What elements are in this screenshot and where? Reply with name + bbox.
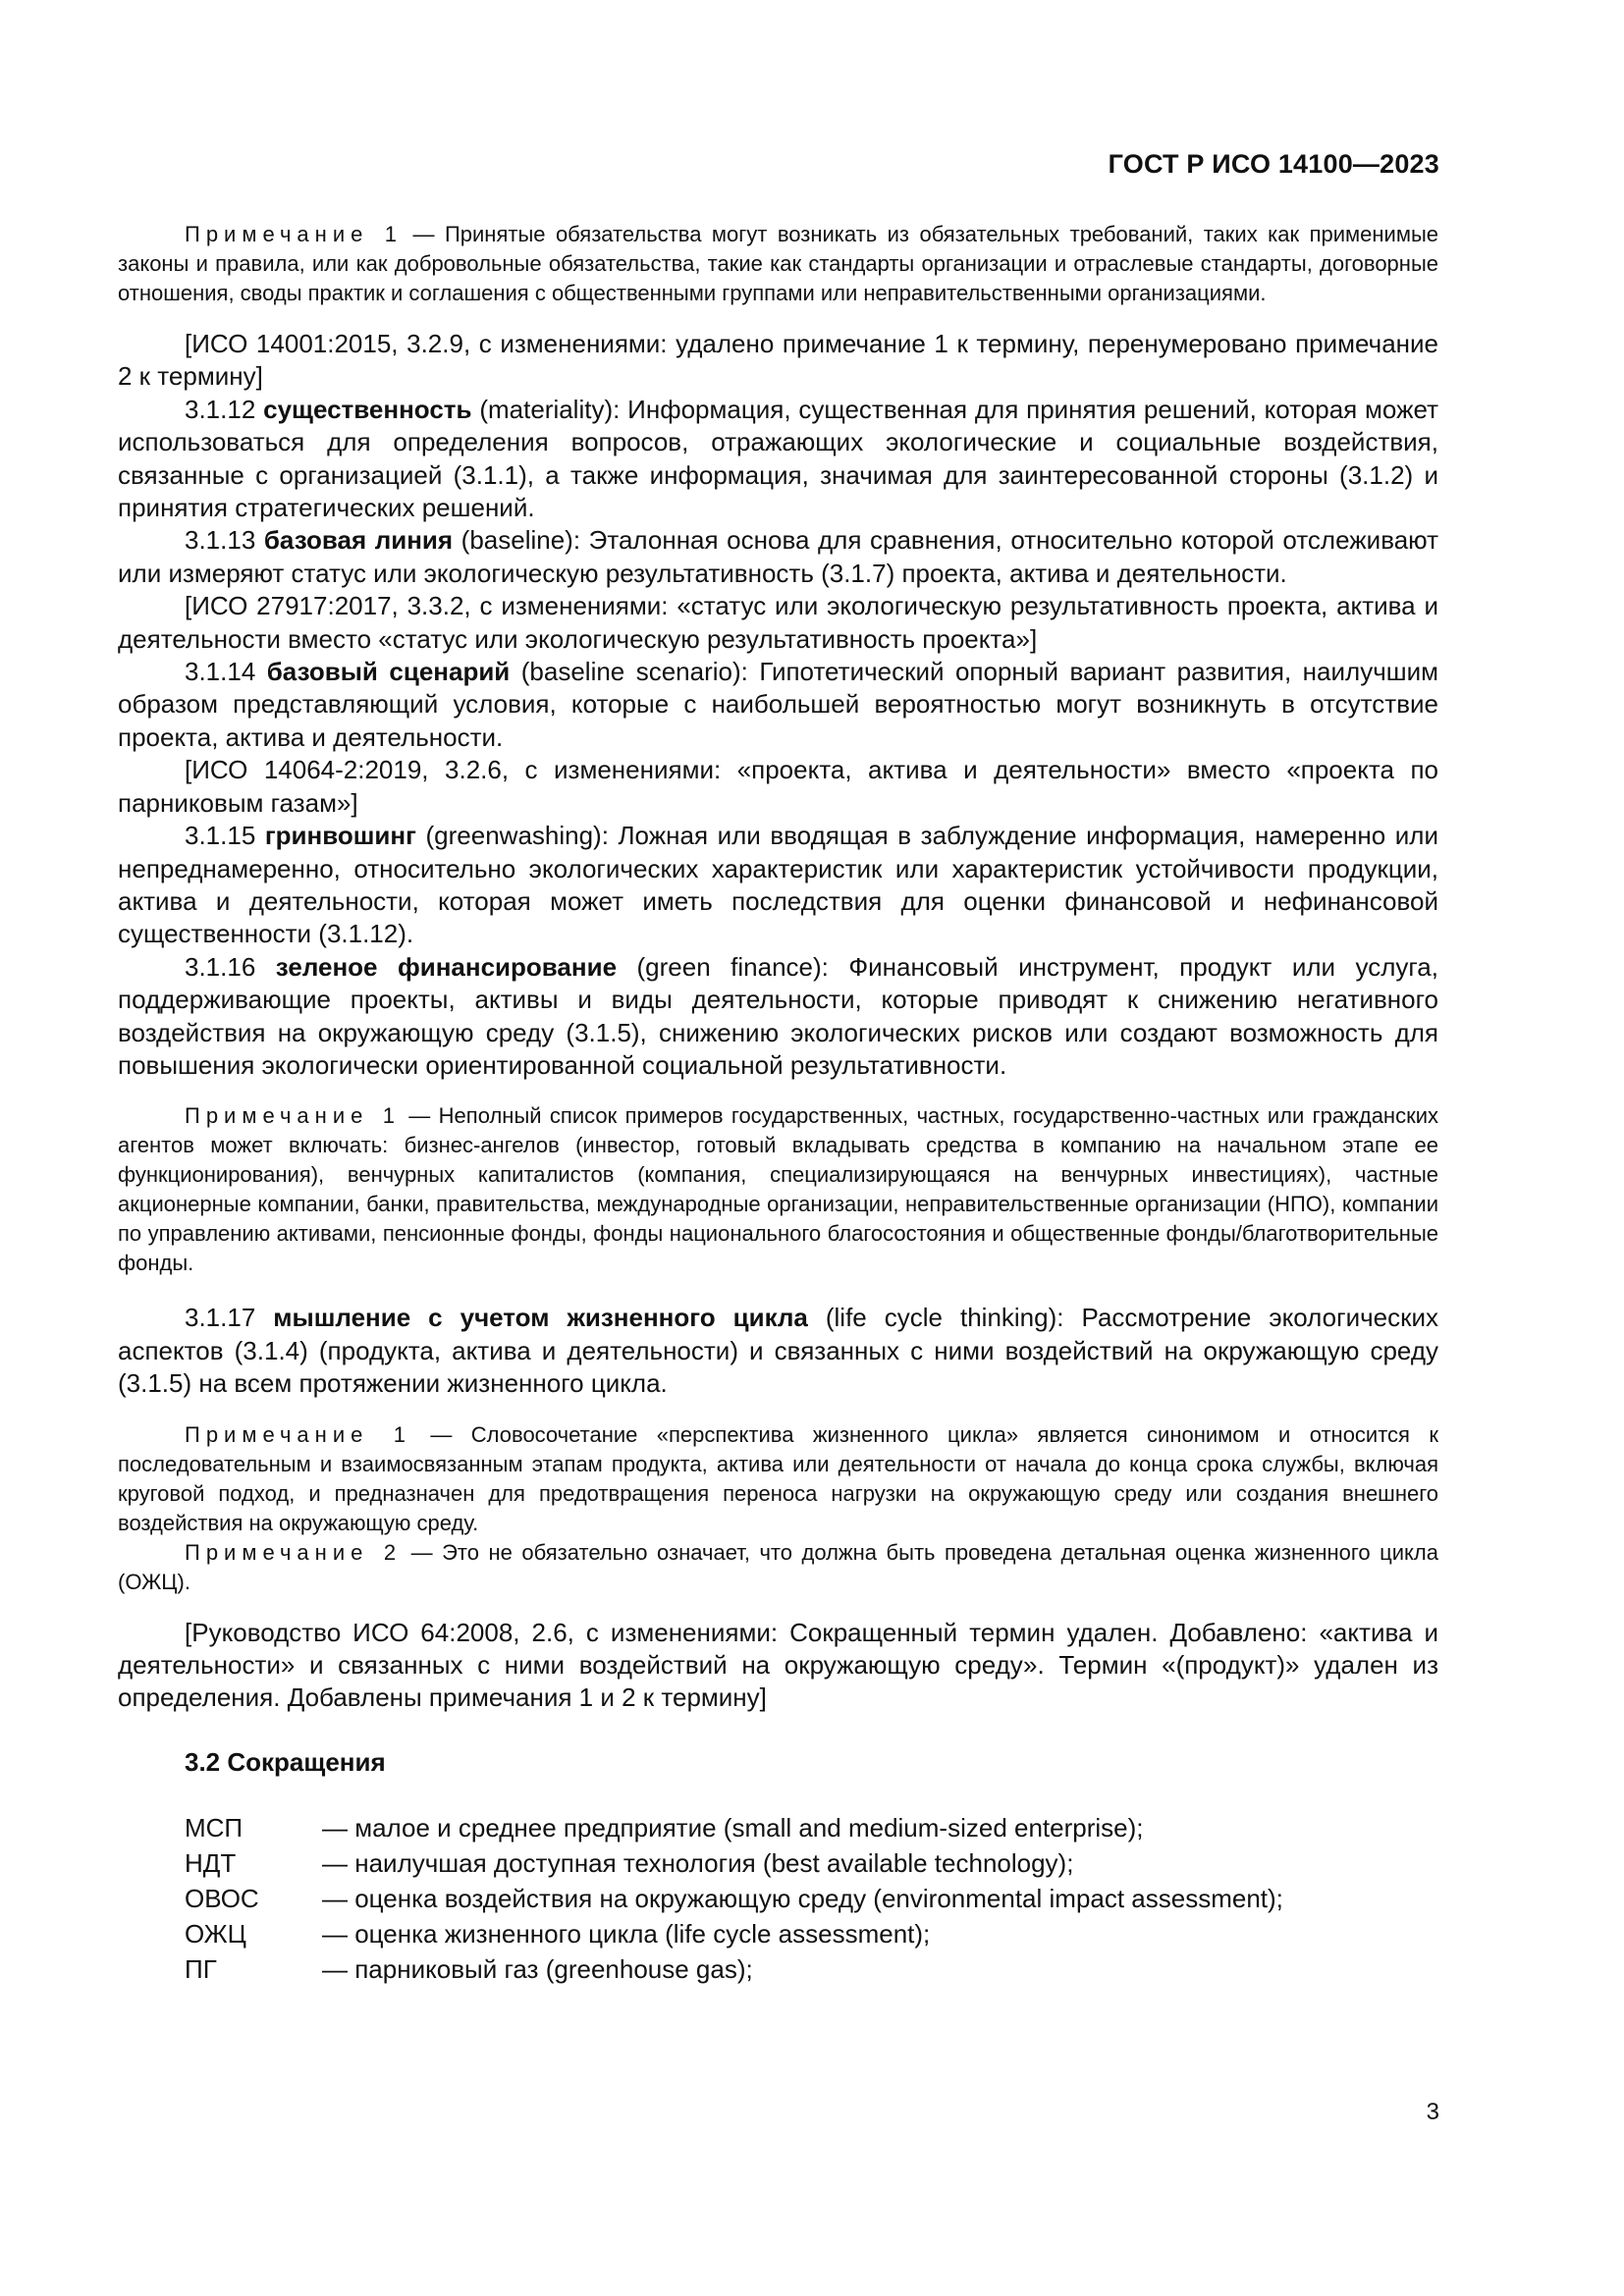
term-3-1-17: 3.1.17 мышление с учетом жизненного цикла (life cycle thinking): Рассмотрение экологических аспектов (3.1.4) (продукта, актива и деятельности) и связанных с ними воздействий на окружающую среду (3.1.5) на всем протяжении жизненного цикла.	[118, 1303, 1438, 1399]
term-title: гринвошинг	[264, 821, 416, 851]
abbreviation-code: НДТ	[185, 1847, 237, 1878]
note-green-finance: Примечание 1 — Неполный список примеров государственных, частных, государственно-частных или гражданских агентов может включать: бизнес-ангелов (инвестор, готовый вкладывать средства в компанию на начальном этапе ее функционирования), венчурных капиталистов (компания, специализирующаяся на венчурных инвестициях), частные акционерные компании, банки, правительства, международные организации, неправительственные организации (НПО), компании по управлению активами, пенсионные фонды, фонды национального благосостояния и общественные фонды/благотворительные фонды.	[118, 1103, 1438, 1276]
abbreviation-row	[185, 1916, 1438, 1951]
abbreviation-text: — оценка жизненного цикла (life cycle assessment);	[322, 1918, 931, 1949]
abbreviation-list	[185, 1810, 1438, 1987]
section-title: 3.2 Сокращения	[185, 1746, 386, 1777]
reference-iso-guide64: [Руководство ИСО 64:2008, 2.6, с изменениями: Сокращенный термин удален. Добавлено: «актива и деятельности» и связанных с ними воздействий на окружающую среду». Термин «(продукт)» удален из определения. Добавлены примечания 1 и 2 к термину]	[118, 1617, 1438, 1713]
term-title: базовый сценарий	[266, 657, 511, 687]
reference-iso14001: [ИСО 14001:2015, 3.2.9, с изменениями: удалено примечание 1 к термину, перенумеровано примечание 2 к термину]	[118, 329, 1438, 392]
term-3-1-13: 3.1.13 базовая линия (baseline): Эталонная основа для сравнения, относительно которой отслеживают или измеряют статус или экологическую результативность (3.1.7) проекта, актива и деятельности.	[118, 525, 1439, 588]
abbreviation-code: ОВОС	[185, 1883, 259, 1913]
abbreviation-text: — наилучшая доступная технология (best available technology);	[322, 1847, 1074, 1878]
term-title: существенность	[263, 394, 472, 424]
term-3-1-15: 3.1.15 гринвошинг (greenwashing): Ложная или вводящая в заблуждение информация, намеренно или непреднамеренно, относительно экологических характеристик или характеристик устойчивости продукции, актива и деятельности, которая может иметь последствия для оценки финансовой и нефинансовой существенности (3.1.12).	[118, 821, 1438, 949]
note-life-cycle-1: Примечание 1 — Словосочетание «перспектива жизненного цикла» является синонимом и относится к последовательным и взаимосвязанным этапам продукта, актива или деятельности от начала до конца срока службы, включая круговой подход, и предназначен для предотвращения переноса нагрузки на окружающую среду или создания внешнего воздействия на окружающую среду.	[118, 1421, 1438, 1535]
term-3-1-16: 3.1.16 зеленое финансирование (green finance): Финансовый инструмент, продукт или услуга, поддерживающие проекты, активы и виды деятельности, которые приводят к снижению негативного воздействия на окружающую среду (3.1.5), снижению экологических рисков или создают возможность для повышения экологически ориентированной социальной результативности.	[118, 951, 1438, 1080]
term-title: зеленое финансирование	[275, 951, 618, 982]
term-3-1-12: 3.1.12 существенность (materiality): Информация, существенная для принятия решений, которая может использоваться для определения вопросов, отражающих экологические и социальные воздействия, связанные с организацией (3.1.1), а также информация, значимая для заинтересованной стороны (3.1.2) и принятия стратегических решений.	[118, 394, 1438, 523]
note-label: Примечание 1	[185, 1103, 401, 1129]
abbreviation-code: МСП	[185, 1812, 244, 1842]
abbreviation-row	[185, 1881, 1438, 1916]
abbreviation-code: ПГ	[185, 1953, 217, 1984]
note-life-cycle-2: Примечание 2 — Это не обязательно означает, что должна быть проведена детальная оценка жизненного цикла (ОЖЦ).	[118, 1539, 1438, 1594]
note-label: Примечание 1	[185, 1421, 411, 1447]
abbreviation-text: — оценка воздействия на окружающую среду (environmental impact assessment);	[322, 1883, 1283, 1913]
document-header: ГОСТ Р ИСО 14100—2023	[1108, 149, 1439, 179]
reference-iso27917: [ИСО 27917:2017, 3.3.2, с изменениями: «статус или экологическую результативность проекта, актива и деятельности вместо «статус или экологическую результативность проекта»]	[118, 591, 1438, 654]
term-title: мышление с учетом жизненного цикла	[273, 1303, 808, 1333]
abbreviation-row	[185, 1951, 1438, 1987]
page-number: 3	[1426, 2099, 1439, 2125]
term-title: базовая линия	[263, 525, 454, 556]
abbreviation-code: ОЖЦ	[185, 1918, 246, 1949]
page-content	[118, 220, 1438, 1987]
abbreviation-row	[185, 1845, 1438, 1881]
abbreviation-row	[185, 1810, 1438, 1845]
note-label: Примечание 1	[185, 222, 404, 246]
reference-iso14064: [ИСО 14064-2:2019, 3.2.6, с изменениями: «проекта, актива и деятельности» вместо «проекта по парниковым газам»]	[118, 755, 1438, 818]
note-label: Примечание 2	[185, 1539, 403, 1565]
term-3-1-14: 3.1.14 базовый сценарий (baseline scenario): Гипотетический опорный вариант развития, наилучшим образом представляющий условия, которые с наибольшей вероятностью могут возникнуть в отсутствие проекта, актива и деятельности.	[118, 657, 1438, 752]
abbreviation-text: — парниковый газ (greenhouse gas);	[322, 1953, 753, 1984]
note-commitments: Примечание 1 — Принятые обязательства могут возникать из обязательных требований, таких как применимые законы и правила, или как добровольные обязательства, такие как стандарты организации и отраслевые стандарты, договорные отношения, своды практик и соглашения с общественными группами или неправительственными организациями.	[118, 222, 1439, 305]
abbreviation-text: — малое и среднее предприятие (small and medium-sized enterprise);	[322, 1812, 1144, 1842]
